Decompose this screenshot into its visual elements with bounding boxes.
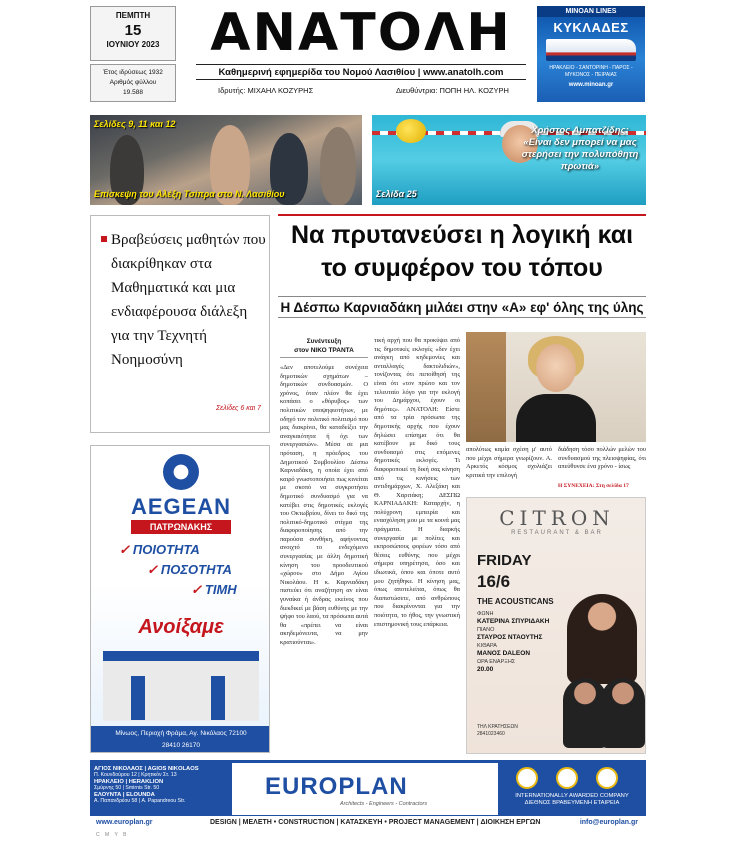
event-lineup <box>477 610 567 674</box>
europlan-email[interactable]: info@europlan.gr <box>579 819 638 826</box>
aegean-brand: AEGEAN <box>130 494 232 519</box>
founded-year: Έτος ιδρύσεως 1932 <box>103 69 163 76</box>
piano-label: ΠΙΑΝΟ <box>477 627 495 633</box>
byline-name: στον ΝΙΚΟ ΤΡΑΝΤΑ <box>294 347 354 354</box>
byline-label: Συνέντευξη <box>306 338 342 345</box>
event-date: 16/6 <box>477 572 511 591</box>
ball-icon <box>396 119 426 143</box>
photo2-pages: Σελίδα 25 <box>376 189 417 199</box>
europlan-footer-bar <box>90 815 646 828</box>
musician-photo <box>601 678 645 748</box>
aegean-owner: ΠΑΤΡΩΝΑΚΗΣ <box>131 520 231 534</box>
europlan-awards <box>498 763 646 815</box>
issue-number: 19.588 <box>123 89 143 96</box>
check-icon: ✓ <box>147 562 158 577</box>
minoan-destination: ΚΥΚΛΑΔΕΣ <box>553 20 629 35</box>
byline <box>280 337 368 358</box>
office-name: ΗΡΑΚΛΕΙΟ | HERAKLION <box>94 778 164 785</box>
aegean-fuel-ad[interactable] <box>90 445 270 753</box>
vocals-label: ΦΩΝΗ <box>477 611 494 617</box>
lead-headline[interactable]: Να πρυτανεύσει η λογική και το συμφέρον του τόπου <box>278 214 646 288</box>
europlan-services: DESIGN | ΜΕΛΕΤΗ • CONSTRUCTION | ΚΑΤΑΣΚΕΥΗ • PROJECT MANAGEMENT | ΔΙΟΙΚΗΣΗ ΕΡΓΩΝ <box>210 819 541 826</box>
check-icon: ✓ <box>119 542 130 557</box>
photo1-caption: Επίσκεψη του Αλέξη Τσίπρα στο Ν. Λασιθίου <box>94 189 285 199</box>
article-column-3: απολύτως καμία σχέση μ' αυτό που μέχρι σήμερα γνωρίζουν. Α. Αρκετός κόσμος σχολιάζει κριτικά την επιλογή <box>466 446 552 479</box>
europlan-ad[interactable] <box>90 760 646 828</box>
ship-icon <box>546 39 636 61</box>
aegean-logo-icon <box>163 454 199 490</box>
issue-label: Αριθμός φύλλου <box>109 79 157 86</box>
portrait-body <box>516 394 596 442</box>
weekday: ΠΕΜΠΤΗ <box>115 11 151 20</box>
event-day: FRIDAY <box>477 552 532 569</box>
photo1-pages: Σελίδες 9, 11 και 12 <box>94 119 176 129</box>
award-text: INTERNATIONALLY AWARDED COMPANY <box>515 793 629 799</box>
month-year: ΙΟΥΝΙΟΥ 2023 <box>106 40 160 49</box>
award-badges <box>506 767 636 791</box>
minoan-brand: MINOAN LINES <box>537 6 645 17</box>
event-band: THE ACOUSTICANS <box>477 597 554 606</box>
event-time: 20.00 <box>477 666 494 673</box>
citron-bookings <box>477 724 557 738</box>
point-price <box>191 582 237 598</box>
award-badge-icon <box>596 767 618 789</box>
minoan-website: www.minoan.gr <box>568 82 614 88</box>
article-column-1: «Δεν αποτελούμε συνέχεια δημοτικών σχημάτων – δημοτικών συνδυασμών. Ο χρόνος, όταν πλέον θα έχει κοπάσει ο «θόρυβος» των πολιτικών υποψηφιοτήτων, με οδηγό τον πολιτικό πολιτισμό που μας διακρίνει, θα καταδείξει την αναγκαιότητα ή όχι των συνεργασιών». Μέσα σε μια πρόταση, η πρόεδρος του Δημοτικού Συμβουλίου Δέσπω Καρνιαδάκη, η οποία έχει από καιρό γνωστοποιήσει πως κινείται με σκοπό να συγκροτήσει δημοτικό συνδυασμό για να κατέβει στις δημοτικές εκλογές του Οκτωβρίου, δίνει το δικό της πολιτικό-δημοτικό στίγμα της διαφοροποίησης από την παρούσα συνθήκη, αφήνοντας ανοιχτό το ενδεχόμενο συνεργασίας με άλλη δημοτική κίνηση του προοδευτικού «χώρου» στο Δήμο Αγίου Νικολάου. Η κ. Καρνιαδάκη πιστεύει ότι αναζήτηση αν είναι γυναίκα ή άνδρας εκείνος που διεκδικεί με βάση ευθύνης με την ψήφο του λαού, τα πρόσωπα αυτά θα «πρέπει να είναι ακηδεμόνευτα, να μην κρατιούνται». <box>280 364 368 646</box>
point-quantity <box>147 562 232 578</box>
lead-subhead: Η Δέσπω Καρνιαδάκη μιλάει στην «Α» εφ' όλης της ύλης <box>278 296 646 318</box>
aegean-phone: 28410 26170 <box>162 742 200 749</box>
guitar-name: ΜΑΝΟΣ DALEON <box>477 650 531 657</box>
fuel-pump-icon <box>131 676 145 720</box>
issue-info-box <box>90 64 176 102</box>
point-price-label: ΤΙΜΗ <box>204 582 237 597</box>
bookshelf <box>466 332 506 442</box>
aegean-address: Μίνωος, Περιοχή Φράμα, Αγ. Νικόλαος 72100 <box>115 730 247 737</box>
citron-event-ad[interactable] <box>466 497 646 754</box>
day-number: 15 <box>124 22 142 39</box>
guitar-label: ΚΙΘΑΡΑ <box>477 643 497 649</box>
time-label: ΩΡΑ ΕΝΑΡΞΗΣ <box>477 659 516 665</box>
newspaper-title: ΑΝΑΤΟΛΗ <box>210 3 512 63</box>
europlan-website[interactable]: www.europlan.gr <box>96 819 153 826</box>
office-name: ΑΓΙΟΣ ΝΙΚΟΛΑΟΣ | AGIOS NIKOLAOS <box>94 766 199 772</box>
teaser-text: Βραβεύσεις μαθητών που διακρίθηκαν στα Μαθηματικά και μια ενδιαφέρουσα διάλεξη για την Τεχνητή Νοημοσύνη <box>111 232 266 368</box>
vocals-name: ΚΑΤΕΡΙΝΑ ΣΠΥΡΙΔΑΚΗ <box>477 618 550 625</box>
print-marks: C M Y B <box>96 832 129 838</box>
citron-name: CITRON <box>499 506 615 530</box>
europlan-offices <box>90 763 232 815</box>
office-address: Α. Παπανδρέου 58 | A. Papandreou Str. <box>94 798 186 805</box>
office-address: Σμύρνης 50 | Smirnis Str. 50 <box>94 785 160 792</box>
piano-name: ΣΤΑΥΡΟΣ ΝΤΑΟΥΤΗΣ <box>477 634 543 641</box>
crowd-figure <box>320 127 356 205</box>
waterpolo-photo[interactable] <box>372 115 646 205</box>
aegean-address-bar <box>91 726 270 753</box>
award-badge-icon <box>516 767 538 789</box>
founders-line <box>196 84 526 98</box>
europlan-logo <box>265 773 408 801</box>
check-icon: ✓ <box>191 582 202 597</box>
photo2-quote: Χρήστος Αμπατζίδης: «Είναι δεν μπορεί να μας στερήσει την πολυπόθητη πρωτιά» <box>521 125 639 172</box>
article-column-4: διάδηση τόσο πολλών μελών του συνδυασμού της πλειοψηφίας, ότι απεύθυνσε ένα χρόνο - ίσως <box>558 446 646 471</box>
point-quality-label: ΠΟΙΟΤΗΤΑ <box>132 542 200 557</box>
fuel-pump-icon <box>211 676 225 720</box>
minoan-lines-ad[interactable] <box>537 6 645 102</box>
europlan-tagline: Architects - Engineers - Contractors <box>340 801 428 807</box>
award-text-gr: ΔΙΕΘΝΩΣ ΒΡΑΒΕΥΜΕΝΗ ΕΤΑΙΡΕΙΑ <box>524 800 620 806</box>
students-awards-teaser[interactable] <box>90 215 270 433</box>
director: Διευθύντρια: ΠΟΠΗ ΗΛ. ΚΟΖΥΡΗ <box>396 86 509 95</box>
aegean-opening: Ανοίξαμε <box>138 616 224 638</box>
tsipras-visit-photo[interactable] <box>90 115 362 205</box>
continued-link[interactable]: Η ΣΥΝΕΧΕΙΑ: Στη σελίδα 17 <box>558 483 629 489</box>
article-column-2: τική αρχή που θα προκύψει από τις δημοτικές εκλογές «δεν έχει ανάγκη από κηδεμονίες και ανταλλαγές δακτυλιδιών», τονίζοντας ότι πεποίθησή της είναι ότι «τον πρώτο και τον τελευταίο λόγο για την εκλογή του Δημάρχου, έχουν οι δημότες». ΑΝΑΤΟΛΗ: Είστε από τα τρία πρόσωπα της δημοτικής αρχής που έχουν δηλώσει επίσημα ότι θα κατέβουν με δικό τους συνδυασμό στις επόμενες δημοτικές εκλογές. Τι διαφοροποιεί τη δική σας κίνηση από τις κινήσεις των αντιδημάρχων, Χ. Αλεξάκη και Θ. Χαριτάκη; ΔΕΣΠΩ ΚΑΡΝΙΑΔΑΚΗ: Καταρχήν, η πολύχρονη εμπειρία και ενασχόληση μου με τα κοινά μας πράγματα. Η διαρκής συνεργασία με πολίτες και εκπροσώπους φορέων τόσο από θέσεις ευθύνης που μέχρι σήμερα υπηρέτησα, όσο και ιδιωτικά, όπου και όποτε αυτό μου ζητήθηκε. Η κίνηση μας, όπως αποτελείται, όπως θα διαπιστώσετε, από ανθρώπους που διακρίνονται για την ποιότητα, το ήθος, την γνωστική επιστημονική τους επάρκεια. <box>374 337 460 628</box>
bullet-icon <box>101 236 107 242</box>
portrait-face <box>536 344 576 392</box>
karniadaki-portrait <box>466 332 646 442</box>
bookings-phone: 2841023460 <box>477 731 505 737</box>
gas-station-illustration <box>103 651 259 721</box>
europlan-brand: EUROPLAN <box>265 773 408 800</box>
office-address: Π. Κουνδούρου 12 | Κρητικόν Στ. 13 <box>94 772 177 779</box>
point-quantity-label: ΠΟΣΟΤΗΤΑ <box>160 562 232 577</box>
award-badge-icon <box>556 767 578 789</box>
point-quality <box>119 542 200 558</box>
date-box <box>90 6 176 61</box>
minoan-routes: ΗΡΑΚΛΕΙΟ - ΣΑΝΤΟΡΙΝΗ - ΠΑΡΟΣ - ΜΥΚΟΝΟΣ - ΠΕΙΡΑΙΑΣ <box>549 65 633 78</box>
teaser-pages: Σελίδες 6 και 7 <box>215 405 261 412</box>
bookings-label: ΤΗΛ ΚΡΑΤΗΣΕΩΝ <box>477 724 518 730</box>
founder: Ιδρυτής: ΜΙΧΑΗΛ ΚΟΖΥΡΗΣ <box>218 86 314 95</box>
newspaper-tagline: Καθημερινή εφημερίδα του Νομού Λασιθίου | www.anatolh.com <box>196 64 526 80</box>
singer-photo <box>567 594 637 684</box>
office-name: ΕΛΟΥΝΤΑ | ELOUNDA <box>94 791 155 798</box>
citron-kind: RESTAURANT & BAR <box>511 530 603 536</box>
